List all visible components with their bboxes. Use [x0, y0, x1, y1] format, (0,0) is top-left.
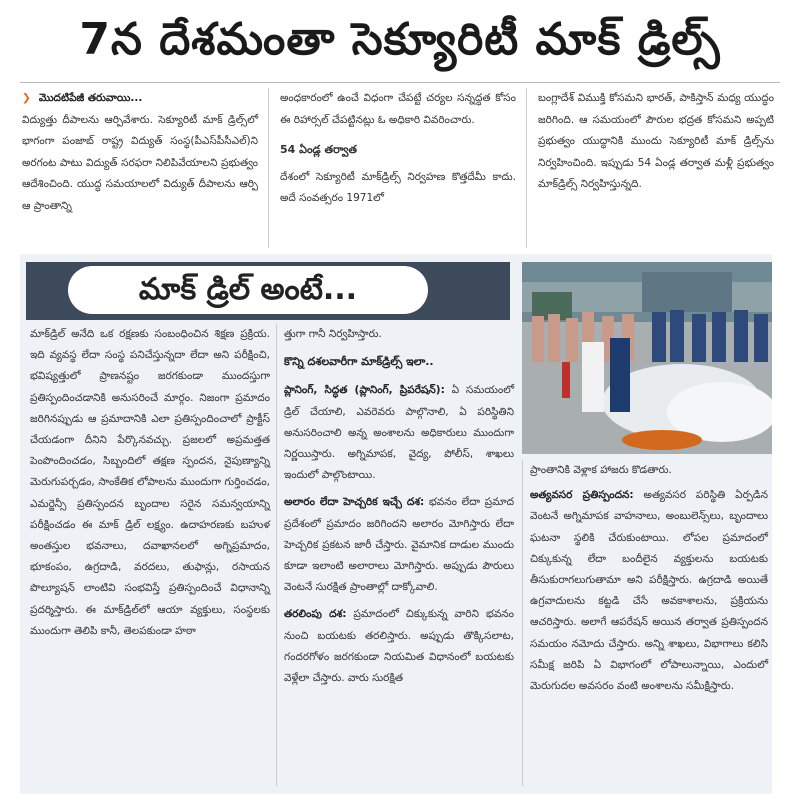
article-text: విద్యుత్తు దీపాలను ఆర్పివేశారు. సెక్యూరిటీ మాక్ డ్రిల్స్‌లో భాగంగా పంజాబ్ రాష్ట్ర విద్యుత్ సంస్థ(పీఎస్‌పీసీఎల్)ని అరగంట పాటు విద్యుత్ సరఫరా నిలిపివేయాలని ప్రభుత్వం ఆదేశించింది. యుద్ధ సమయాలలో విద్యుత్ దీపాలను ఆర్పి ఆ ప్రాంతాన్ని: [22, 113, 258, 212]
column-divider: [268, 88, 269, 248]
section-heading: కొన్ని దశలవారీగా మాక్‌డ్రిల్స్ ఇలా..: [284, 355, 434, 369]
chevron-right-icon: ❯: [22, 92, 31, 104]
feature-column-1: [30, 324, 270, 642]
feature-title: మాక్ డ్రిల్ అంటే...: [68, 266, 428, 314]
article-text: ఏ సమయంలో డ్రిల్ చేయాలి, ఎవరెవరు పాల్గొనాలి, ఏ పరిస్థితిని అనుసరించాలి అన్న అంశాలను అధికారులు ముందుగా నిర్ణయిస్తారు. అగ్నిమాపక, వైద్య, పోలీస్, శాఖలు ఇందులో పాల్గొంటాయి.: [284, 384, 515, 482]
column-divider: [526, 88, 527, 248]
article-text: భవనం లేదా ప్రమాద ప్రదేశంలో ప్రమాదం జరిగిందని అలారం మోగిస్తారు లేదా హెచ్చరిక ప్రకటన జారీ చేస్తారు. వైమానిక దాడుల ముందు కూడా ఇలాంటి అలారాలు మోగిస్తారు. అప్పుడు పౌరులు వెంటనే సురక్షిత ప్రాంతాల్లో దాక్కోవాలి.: [284, 496, 515, 594]
feature-column-3: [530, 460, 768, 697]
article-text: అంధకారంలో ఉంచే విధంగా చేపట్టే చర్యల సన్నద్ధత కోసం ఈ రిహార్సల్ చేపట్టినట్లు ఓ అధికారి వివరించారు.: [280, 92, 516, 126]
top-column-3: [538, 88, 774, 196]
article-text: అత్యవసర పరిస్థితి ఏర్పడిన వెంటనే అగ్నిమాపక వాహనాలు, అంబులెన్స్‌లు, బృందాలు ఘటనా స్థలికి చేరుకుంటాయి. లోపల ప్రమాదంలో చిక్కుకున్న లేదా బందీలైన వ్యక్తులను బయటకు తీసుకురాగలుగుతామా అని పరీక్షిస్తారు. ఉగ్రదాడి అయితే ఉగ్రవాదులను కట్టడి చేసే అవకాశాలను, ప్రక్రియను ఆచరిస్తారు. అలాగే ఆపరేషన్ అయిన తర్వాత ప్రతిస్పందన సమయం నమోదు చేస్తారు. అన్ని శాఖలు, విభాగాలు కలిసి సమీక్ష జరిపి ఏ విభాగంలో లోపాలున్నాయి, ఎందులో మెరుగుదల అవసరం వంటి అంశాలను సమీక్షిస్తారు.: [530, 489, 769, 693]
step-heading: అలారం లేదా హెచ్చరిక ఇచ్చే దశ:: [284, 496, 425, 509]
top-column-1: [22, 88, 258, 217]
divider: [20, 82, 780, 83]
column-divider: [522, 460, 523, 786]
step-heading: ప్లానింగ్, సిద్ధత (ప్లానింగ్, ప్రిపరేషన్):: [284, 384, 445, 397]
mock-drill-photo: [522, 262, 772, 454]
headline: 7న దేశమంతా సెక్యూరిటీ మాక్ డ్రిల్స్: [79, 14, 721, 65]
article-text: ప్రాంతానికి వెళ్లాక హాజరు కొడతారు.: [530, 464, 672, 476]
article-text: దేశంలో సెక్యూరిటీ మాక్‌డ్రిల్స్ నిర్వహణ కొత్తదేమీ కాదు. అదే సంవత్సరం 1971లో: [280, 170, 516, 204]
subheading: 54 ఏండ్ల తర్వాత: [280, 143, 357, 156]
step-heading: అత్యవసర ప్రతిస్పందన:: [530, 489, 634, 502]
article-text: మాక్‌డ్రిల్ అనేది ఒక రక్షణకు సంబంధించిన శిక్షణ ప్రక్రియ. ఇది వ్యవస్థ లేదా సంస్థ పనిచేస్తున్నదా లేదా అని పరీక్షించి, భవిష్యత్తులో ప్రాణనష్టం జరగకుండా ముందస్తుగా ప్రతిస్పందించడానికి అనుసరించే మార్గం. నిజంగా ప్రమాదం జరిగినప్పుడు ఆ ప్రమాదానికి ఎలా ప్రతిస్పందించాలో ప్రాక్టీస్ చేయడంగా దీనిని పేర్కొనవచ్చు. ప్రజలలో అప్రమత్తత పెంపొందించడం, సిబ్బందిలో తక్షణ స్పందన, నైపుణ్యాన్ని మెరుగుపర్చడం, సాంకేతిక లోపాలను ముందుగా గుర్తించడం, ఎమర్జెన్సీ ప్రతిస్పందన బృందాల సరైన సమన్వయాన్ని పరీక్షించడం ఈ మాక్ డ్రిల్ లక్ష్యం. ఉదాహరణకు బహుళ అంతస్తుల భవనాలు, దవాఖానలలో అగ్నిప్రమాదం, భూకంపం, ఉగ్రదాడి, వరదలు, తుఫాన్లు, రసాయన పొల్యూషన్ లాంటివి సంభవిస్తే ప్రతిస్పందించే విధానాన్ని ప్రదర్శిస్తారు. ఈ మాక్‌డ్రిల్‌లో ఆయా వ్యక్తులు, సంస్థలకు ముందుగా తెలిపి కానీ, తెలపకుండా హఠా: [30, 328, 270, 637]
article-text: బంగ్లాదేశ్ విముక్తి కోసమని భారత్, పాకిస్తాన్ మధ్య యుద్ధం జరిగింది. ఆ సమయంలో పౌరుల భద్రత కోసమని అప్పటి ప్రభుత్వం యుద్ధానికి ముందు సెక్యూరిటీ మాక్ డ్రిల్స్‌ను నిర్వహించింది. ఇప్పుడు 54 ఏండ్ల తర్వాత మళ్లీ ప్రభుత్వం మాక్‌డ్రిల్స్ నిర్వహిస్తున్నది.: [538, 92, 774, 190]
column-divider: [276, 324, 277, 786]
article-text: ప్రమాదంలో చిక్కుకున్న వారిని భవనం నుంచి బయటకు తరలిస్తారు. అప్పుడు తొక్కిసలాట, గందరగోళం జరగకుండా నియమిత విధానంలో బయటకు వెళ్లేలా చేస్తారు. వారు సురక్షిత: [284, 608, 514, 685]
article-text: త్తుగా గానీ నిర్వహిస్తారు.: [284, 328, 382, 340]
step-heading: తరలింపు దశ:: [284, 608, 347, 621]
continued-from-label: మొదటిపేజీ తరువాయి...: [38, 92, 143, 104]
top-column-2: [280, 88, 516, 210]
feature-column-2: [284, 324, 514, 689]
